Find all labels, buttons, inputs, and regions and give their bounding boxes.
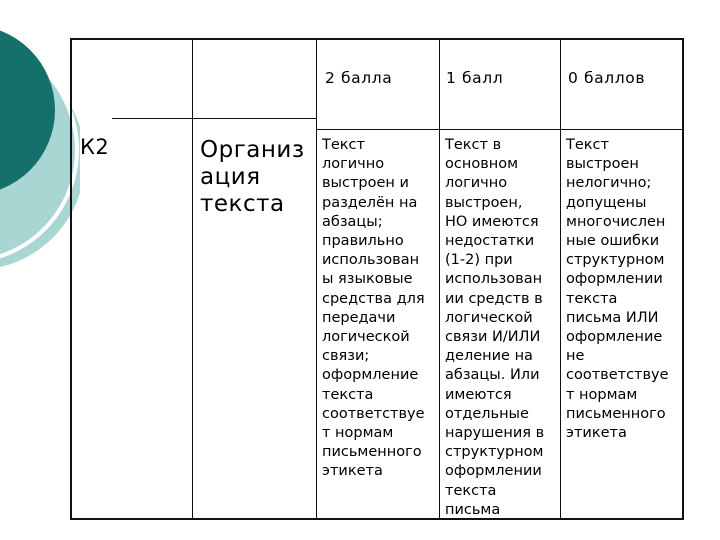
criterion-name: Организ ация текста [200, 137, 305, 217]
header-row-divider [316, 129, 682, 130]
header-score-0: 0 баллов [568, 69, 646, 87]
header-row-divider [112, 118, 317, 119]
decorative-circles [0, 0, 80, 290]
column-divider [192, 40, 193, 518]
column-divider [316, 40, 317, 518]
score-0-description: Текст выстроен нелогично; допущены многочислен ные ошибки структурном оформлении текста письма ИЛИ оформление не соответствуе т нормам письменного этикета [566, 137, 669, 442]
column-divider [560, 40, 561, 518]
criteria-table [70, 38, 684, 520]
score-1-description: Текст в основном логично выстроен, НО имеются недостатки (1-2) при использован ии средств в логической связи И/ИЛИ деление на абзацы. Или имеются отдельные нарушения в структурном оформлении текста письма [445, 137, 545, 518]
header-score-1: 1 балл [446, 69, 504, 87]
score-2-description: Текст логично выстроен и разделён на абзацы; правильно использован ы языковые средства для передачи логической связи; оформление текста соответствуе т нормам письменного этикета [322, 137, 425, 480]
column-divider [439, 40, 440, 518]
criterion-code: К2 [80, 135, 110, 159]
header-score-2: 2 балла [325, 69, 393, 87]
